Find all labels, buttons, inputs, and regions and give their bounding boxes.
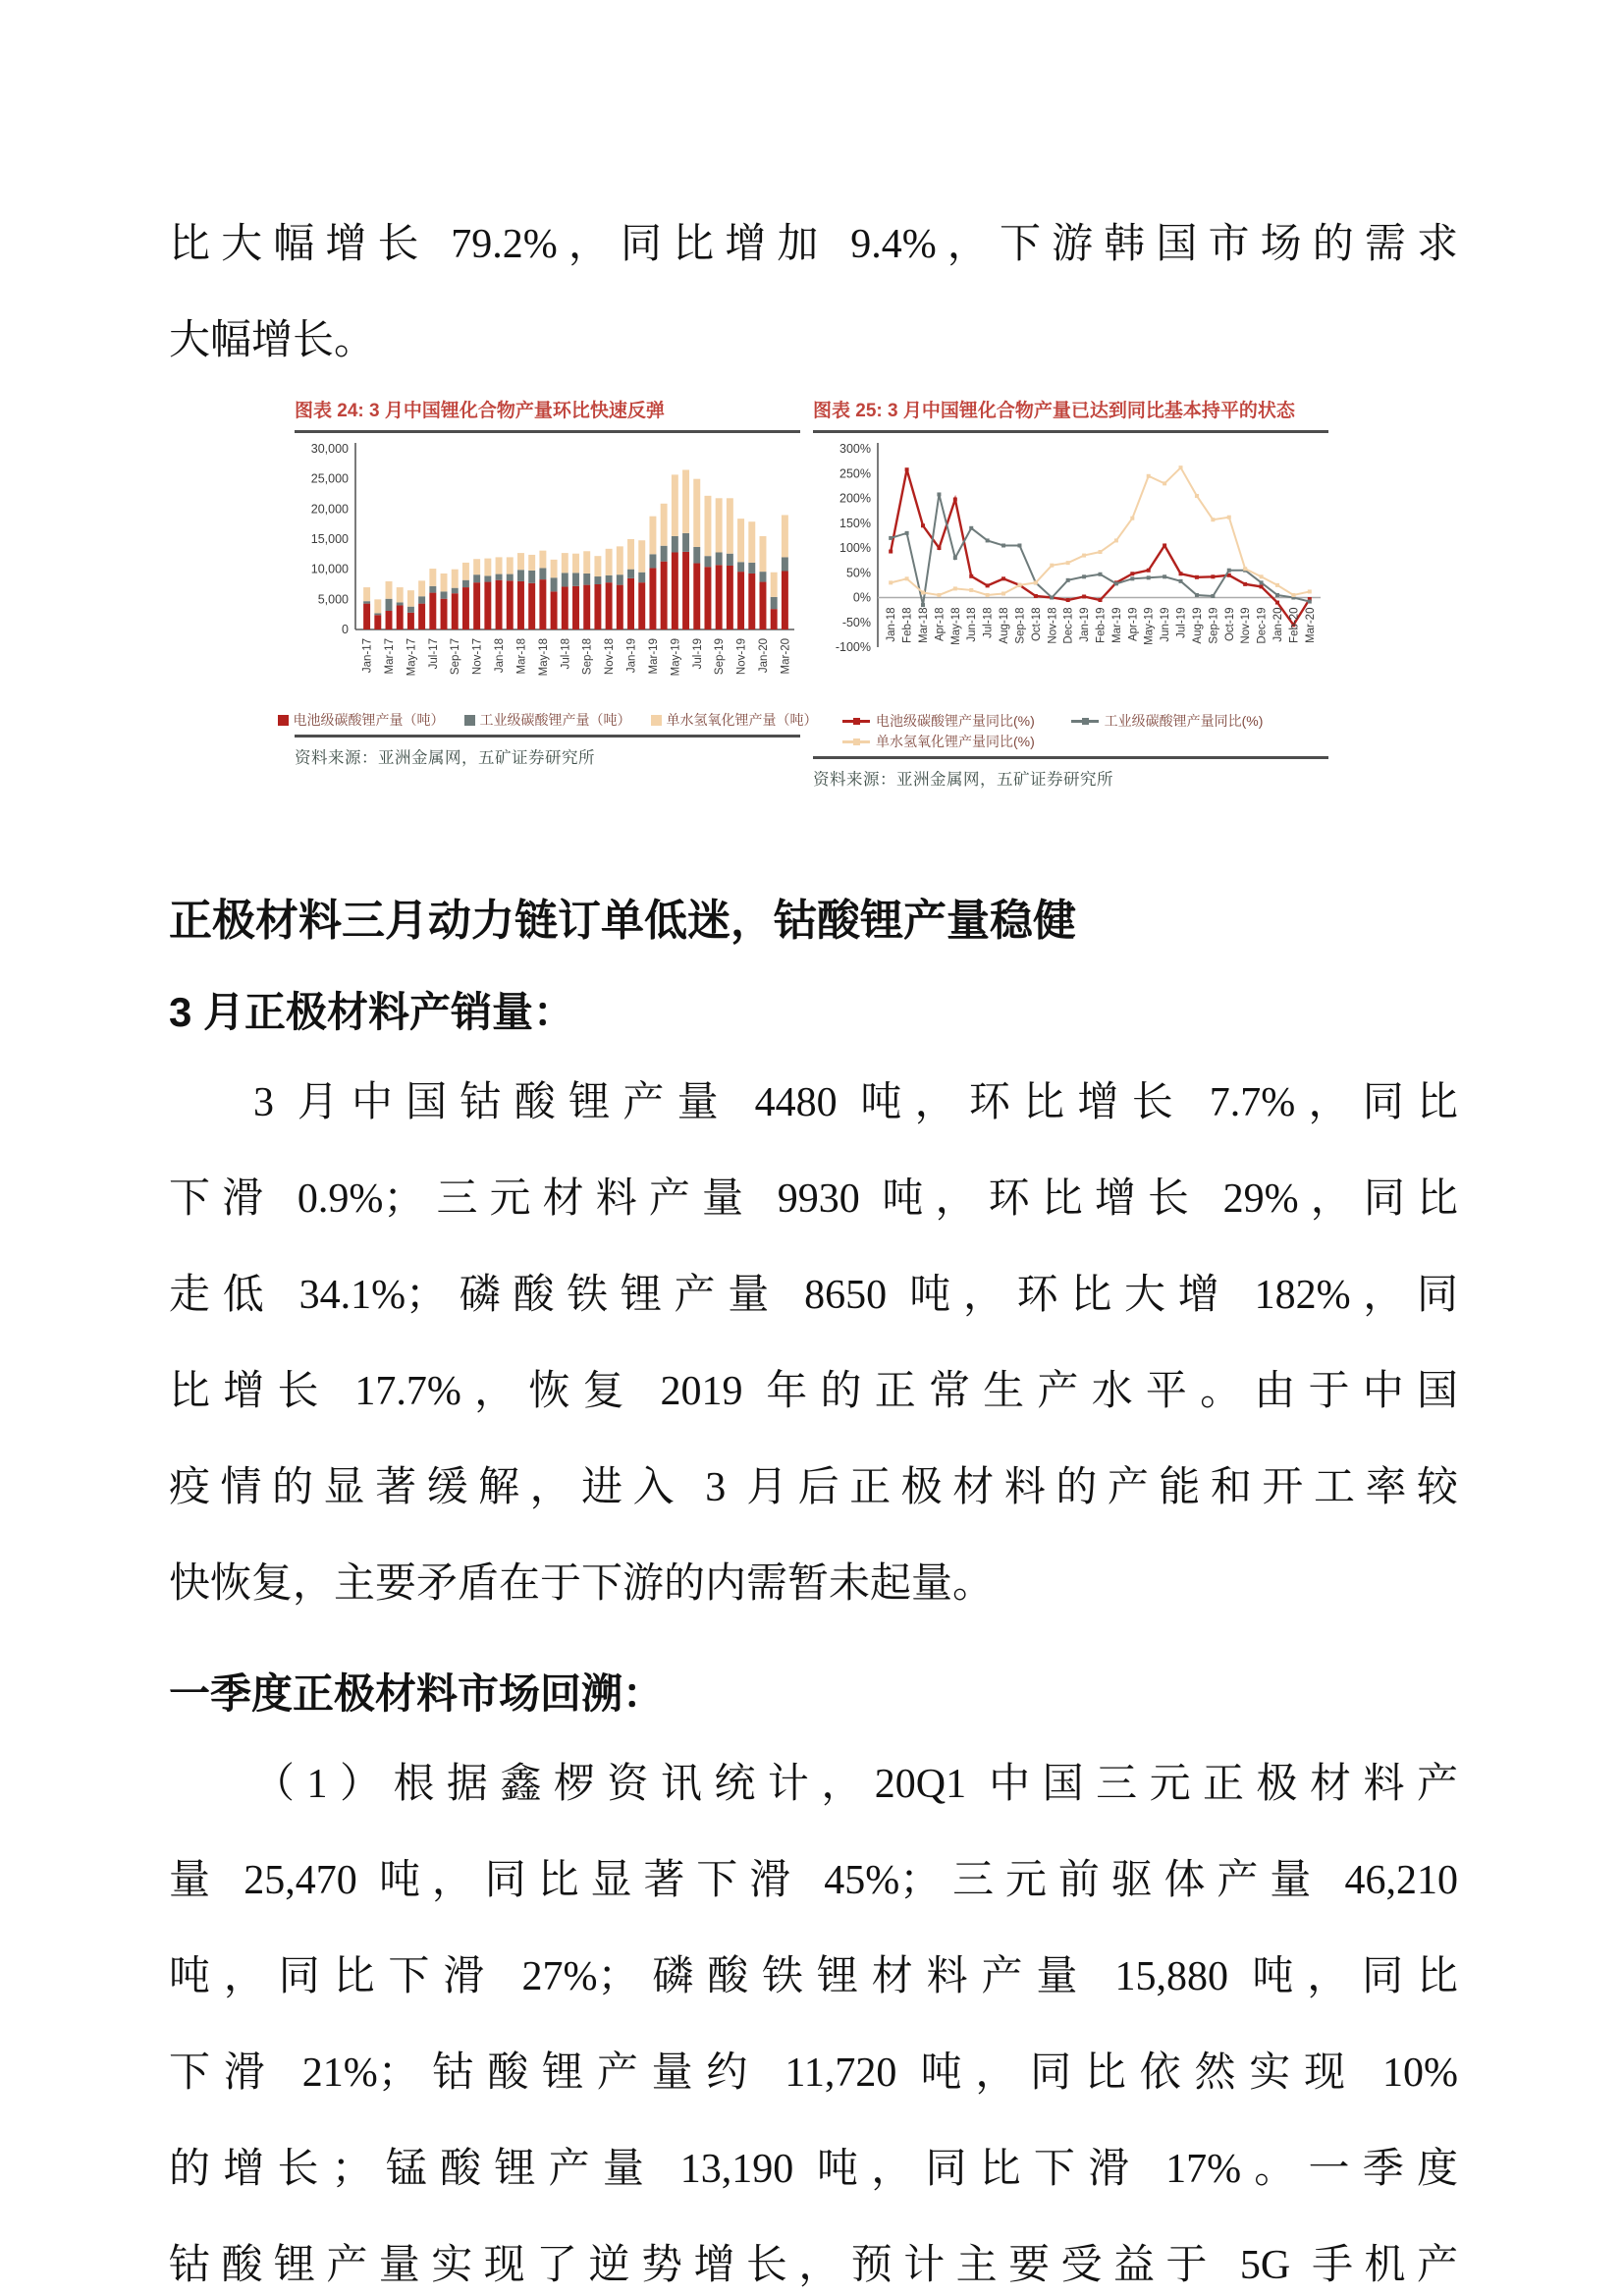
subsection-heading-review: 一季度正极材料市场回溯：: [169, 1670, 665, 1717]
figure-24-source: 资料来源：亚洲金属网，五矿证券研究所: [295, 749, 595, 767]
figure-25-title: 图表 25: 3 月中国锂化合物产量已达到同比基本持平的状态: [813, 401, 1295, 421]
svg-text:Mar-20: Mar-20: [780, 638, 792, 675]
svg-text:150%: 150%: [839, 516, 871, 530]
text-line: 下滑 21%；钴酸锂产量约 11,720 吨，同比依然实现 10%: [169, 2050, 1458, 2096]
line-chart-container: [813, 433, 1328, 711]
intro-paragraph: [169, 196, 1458, 389]
svg-text:Sep-19: Sep-19: [714, 638, 727, 676]
line-chart-legend: [842, 711, 1328, 752]
legend-label: 电池级碳酸锂产量同比(%): [876, 713, 1035, 729]
bar-chart-legend: [293, 709, 818, 731]
legend-label: 单水氢氧化锂产量（吨）: [666, 712, 818, 728]
svg-text:Nov-17: Nov-17: [471, 638, 484, 676]
svg-text:25,000: 25,000: [310, 471, 349, 486]
svg-text:Feb-19: Feb-19: [1095, 607, 1108, 643]
svg-text:Jul-19: Jul-19: [1175, 607, 1188, 638]
text-line: 钴酸锂产量实现了逆势增长，预计主要受益于 5G 手机产: [169, 2243, 1458, 2288]
lithium-output-bar-chart-svg: [295, 437, 800, 704]
svg-text:May-18: May-18: [537, 638, 550, 677]
svg-text:Jul-19: Jul-19: [691, 638, 704, 670]
text-line: 比增长 17.7%，恢复 2019 年的正常生产水平。由于中国: [169, 1369, 1458, 1414]
svg-text:May-19: May-19: [1143, 607, 1156, 645]
page-content: [169, 196, 1458, 2296]
svg-text:0%: 0%: [852, 590, 871, 605]
hydroxide-swatch-icon: [651, 715, 662, 726]
svg-text:Sep-18: Sep-18: [1014, 607, 1027, 644]
svg-text:Nov-18: Nov-18: [604, 638, 617, 676]
svg-text:Jan-20: Jan-20: [757, 638, 770, 674]
battery-yoy-line-swatch-icon: [842, 720, 870, 723]
industrial-yoy-line-swatch-icon: [1071, 720, 1099, 723]
svg-text:0: 0: [342, 623, 349, 636]
svg-text:Sep-17: Sep-17: [450, 638, 462, 676]
legend-item: [278, 709, 445, 731]
svg-text:Mar-18: Mar-18: [515, 638, 528, 675]
svg-text:Feb-18: Feb-18: [901, 607, 914, 643]
legend-label: 工业级碳酸锂产量同比(%): [1104, 713, 1264, 729]
svg-text:Mar-19: Mar-19: [1110, 607, 1123, 643]
svg-text:Jun-18: Jun-18: [966, 607, 979, 642]
svg-text:Dec-18: Dec-18: [1062, 607, 1075, 644]
battery-grade-swatch-icon: [278, 715, 289, 726]
svg-text:-50%: -50%: [841, 615, 871, 629]
svg-text:Apr-18: Apr-18: [934, 607, 947, 642]
legend-item: [464, 709, 631, 731]
svg-text:Oct-19: Oct-19: [1223, 607, 1236, 642]
legend-item: [1071, 711, 1328, 732]
text-line: 3 月中国钴酸锂产量 4480 吨，环比增长 7.7%，同比: [253, 1080, 1458, 1125]
svg-text:Mar-17: Mar-17: [384, 638, 397, 675]
text-line: 的增长；锰酸锂产量 13,190 吨，同比下滑 17%。一季度: [169, 2147, 1458, 2192]
svg-text:Mar-20: Mar-20: [1304, 607, 1317, 643]
svg-text:Aug-19: Aug-19: [1191, 607, 1204, 644]
text-line: 疫情的显著缓解，进入 3 月后正极材料的产能和开工率较: [169, 1465, 1458, 1510]
figures-row: [295, 399, 1335, 790]
text-line: 大幅增长。: [169, 318, 376, 363]
legend-label: 工业级碳酸锂产量（吨）: [479, 712, 631, 728]
legend-item: [651, 709, 818, 731]
svg-text:May-19: May-19: [670, 638, 682, 677]
svg-text:Mar-19: Mar-19: [647, 638, 660, 675]
text-line: 吨，同比下滑 27%；磷酸铁锂材料产量 15,880 吨，同比: [169, 1954, 1458, 1999]
svg-text:200%: 200%: [839, 491, 871, 506]
hydroxide-yoy-line-swatch-icon: [842, 740, 870, 743]
review-paragraph: [169, 1736, 1458, 2296]
svg-text:Sep-18: Sep-18: [581, 638, 594, 676]
industrial-grade-swatch-icon: [464, 715, 475, 726]
legend-item: [842, 711, 1071, 732]
svg-text:30,000: 30,000: [310, 442, 349, 456]
svg-text:Nov-19: Nov-19: [1240, 607, 1253, 644]
text-line: 下滑 0.9%；三元材料产量 9930 吨，环比增长 29%，同比: [169, 1176, 1458, 1222]
svg-text:Nov-19: Nov-19: [735, 638, 748, 676]
svg-text:Jan-18: Jan-18: [494, 638, 507, 674]
svg-text:May-17: May-17: [406, 638, 418, 677]
figure-24: [293, 399, 818, 768]
svg-text:50%: 50%: [845, 566, 871, 580]
svg-text:10,000: 10,000: [310, 562, 349, 576]
svg-text:Jul-18: Jul-18: [982, 607, 995, 638]
svg-text:Apr-19: Apr-19: [1127, 607, 1140, 642]
svg-text:-100%: -100%: [835, 640, 871, 654]
figure-24-title: 图表 24: 3 月中国锂化合物产量环比快速反弹: [295, 401, 665, 421]
legend-item: [842, 732, 1071, 752]
lithium-yoy-line-chart-svg: [813, 437, 1328, 706]
svg-text:Sep-19: Sep-19: [1208, 607, 1220, 644]
svg-text:Jan-18: Jan-18: [886, 607, 898, 642]
bar-chart-container: [295, 433, 800, 709]
text-line: 快恢复，主要矛盾在于下游的内需暂未起量。: [169, 1561, 995, 1607]
svg-text:300%: 300%: [839, 442, 871, 456]
svg-text:May-18: May-18: [949, 607, 962, 645]
svg-text:Aug-18: Aug-18: [999, 607, 1011, 644]
svg-text:5,000: 5,000: [317, 592, 349, 607]
svg-text:Nov-18: Nov-18: [1047, 607, 1059, 644]
section-heading: 正极材料三月动力链订单低迷，钴酸锂产量稳健: [169, 897, 1076, 945]
subsection-heading-production: 3 月正极材料产销量：: [169, 989, 575, 1035]
svg-text:Oct-18: Oct-18: [1030, 607, 1043, 642]
figure-25: [813, 399, 1328, 790]
svg-text:15,000: 15,000: [310, 532, 349, 546]
svg-text:Mar-18: Mar-18: [918, 607, 931, 643]
production-paragraph: [169, 1055, 1458, 1632]
svg-text:Jul-18: Jul-18: [560, 638, 572, 670]
svg-text:Feb-20: Feb-20: [1288, 607, 1301, 643]
svg-text:Dec-19: Dec-19: [1256, 607, 1269, 644]
svg-text:Jun-19: Jun-19: [1160, 607, 1172, 642]
text-line: 走低 34.1%；磷酸铁锂产量 8650 吨，环比大增 182%，同: [169, 1273, 1458, 1318]
svg-text:Jul-17: Jul-17: [427, 638, 440, 670]
legend-label: 电池级碳酸锂产量（吨）: [293, 712, 445, 728]
svg-text:Jan-20: Jan-20: [1271, 607, 1284, 642]
text-line: （1）根据鑫椤资讯统计，20Q1 中国三元正极材料产: [253, 1762, 1458, 1807]
figure-25-source: 资料来源：亚洲金属网，五矿证券研究所: [813, 771, 1113, 789]
text-line: 比大幅增长 79.2%，同比增加 9.4%，下游韩国市场的需求: [169, 222, 1458, 267]
svg-text:Jan-17: Jan-17: [361, 638, 374, 674]
svg-text:250%: 250%: [839, 466, 871, 481]
svg-text:Jan-19: Jan-19: [625, 638, 638, 674]
svg-text:20,000: 20,000: [310, 502, 349, 517]
legend-label: 单水氢氧化锂产量同比(%): [876, 734, 1035, 749]
text-line: 量 25,470 吨，同比显著下滑 45%；三元前驱体产量 46,210: [169, 1858, 1458, 1903]
svg-text:100%: 100%: [839, 541, 871, 555]
svg-text:Jan-19: Jan-19: [1079, 607, 1092, 642]
